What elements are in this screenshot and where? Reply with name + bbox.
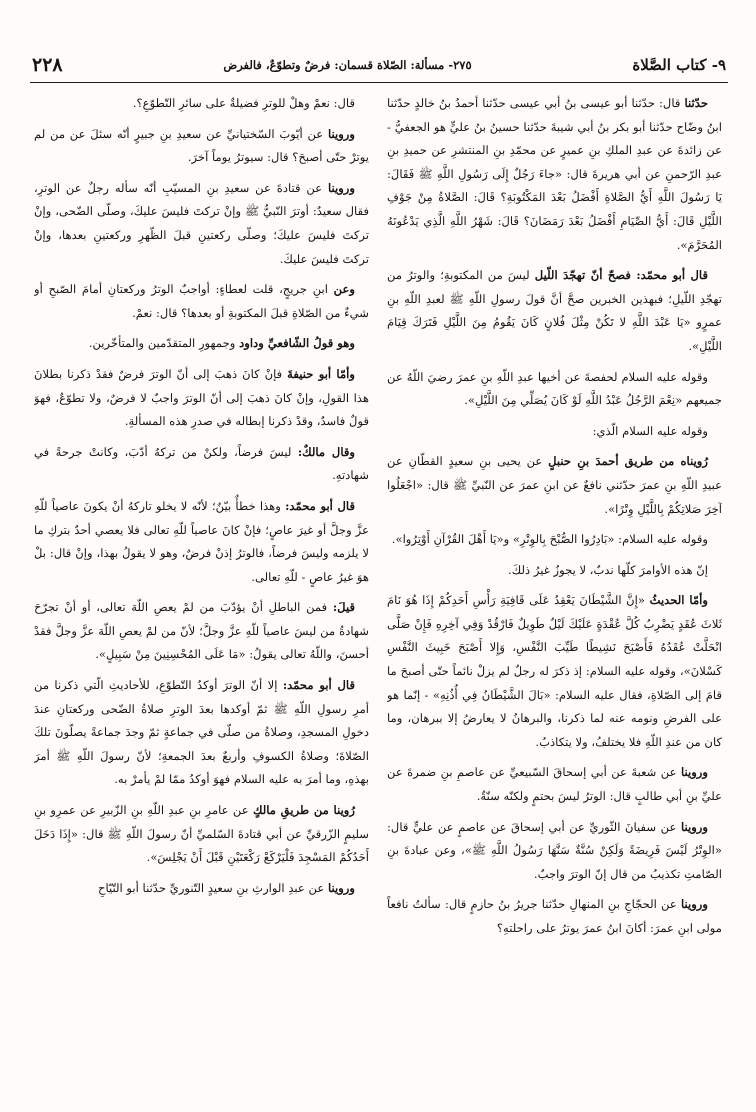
paragraph: [34, 177, 369, 271]
paragraph-text: قال: نعمْ وهلْ للوترِ فضيلةٌ على سائرِ التّطوّعِ؟.: [132, 96, 355, 110]
paragraph-text: ليسَ من المكتوبةِ؛ والوترُ من تهجّدِ اللّيلِ؛ فبهذين الخبرين صحَّ أنَّ قولَ رسولِ اللّهِ ﷺ لعبدِ اللّهِ بنِ عمرٍو «يَا عَبْدَ اللَّهِ لا تَكُنْ مِثْلَ فُلانٍ كَانَ يَقُومُ مِنَ اللَّيْلِ فَتَرَكَ قِيَامَ اللَّيْلِ».: [387, 268, 722, 353]
paragraph-text: إنّ هذه الأوامرَ كلّها ندبٌ، لا يجوزُ غيرُ ذلكَ.: [508, 562, 708, 577]
paragraph-text: وقوله عليه السلام: «بَادِرُوا الصُّبْحَ بِالوِتْرِ» و«يَا أَهْلَ القُرْآنِ أَوْتِرُوا».: [391, 532, 708, 547]
paragraph: [34, 596, 369, 667]
paragraph-text: ليسَ فرضاً، ولكنْ من تركهُ أدّبَ، وكانتْ جرحةً في شهادتهِ.: [34, 444, 369, 483]
paragraph-text: عن أيّوبَ السّختيانيِّ عن سعيدِ بنِ جبيرٍ أنّه سئلَ عن من لم يوترْ حتّى أصبحَ؟ قال: سيوترُ يوماً آخرَ.: [34, 126, 369, 165]
paragraph-lead: وروينا: [327, 180, 355, 195]
paragraph-text: عن عامرِ بنِ عبدِ اللّهِ بنِ الزّبيرِ عن عمرِو بنِ سليمٍ الزّرقيِّ عن أبي قتادةَ السّلميِّ أنّ رسولَ اللّهِ ﷺ قال: «إِذَا دَخَلَ أَحَدُكُمْ المَسْجِدَ فَلْيَرْكَعْ رَكْعَتَيْنِ قَبْلَ أَنْ يَجْلِسَ».: [34, 803, 369, 865]
paragraph-lead: قال أبو محمّد:: [285, 498, 355, 513]
paragraph-text: وقوله عليه السلام لحفصةَ عن أخيها عبدِ اللّهِ بنِ عمرَ رضيَ اللّهُ عن جميعهم «نِعْمَ الرَّجُلُ عَبْدُ اللَّهِ لَوْ كَانَ يُصَلِّي مِنَ اللَّيْلِ».: [387, 369, 722, 408]
running-header: [32, 52, 726, 78]
paragraph: [387, 264, 722, 358]
paragraph: [34, 799, 369, 870]
paragraph-text: قال: حدّثنا أبو عيسى بنُ أبي عيسى حدّثنا أحمدُ بنُ خالدٍ حدّثنا ابنُ وضّاح حدّثنا أبو بكر بنُ أبي شيبةَ حدّثنا حسينُ بنُ عليٍّ هو الجعفيُّ - عن زائدةَ عن عبدِ الملكِ بنِ عميرٍ عن محمّدِ بنِ المنتشرِ عن حميدِ بنِ عبدِ الرّحمنِ عن أبي هريرةَ قال: «جاءَ رَجُلٌ إِلَى رَسُولِ اللَّهِ ﷺ فَقَالَ: يَا رَسُولَ اللَّهِ أَيُّ الصَّلاةِ أَفْضَلُ بَعْدَ المَكْتُوبَةِ؟ قَالَ: الصَّلاةُ مِنْ جَوْفِ اللَّيْلِ قَالَ: أَيُّ الصِّيَامِ أَفْضَلُ بَعْدَ رَمَضَانَ؟ قَالَ: شَهْرُ اللَّهِ الَّذِي يَدْعُونَهُ المُحَرَّمَ».: [387, 96, 722, 252]
paragraph-lead: وروينا: [327, 126, 355, 141]
paragraph-lead: قال أبو محمّد:: [282, 678, 355, 693]
paragraph: [387, 816, 722, 887]
paragraph: [34, 363, 369, 434]
header-rule: [30, 82, 728, 83]
paragraph-text: وقوله عليه السلام الّذي:: [592, 423, 708, 438]
paragraph-text: عن سفيانَ الثّوريِّ عن أبي إسحاقَ عن عاصمٍ عن عليٍّ قال: «الوِتْرُ لَيْسَ فَرِيضَةً وَلَكِنْ سُنَّةٌ سَنَّهَا رَسُولُ اللَّهِ ﷺ»، وعن عبادةَ بنِ الصّامتِ تكذيبُ من قال إنّ الوترَ واجبٌ.: [387, 819, 722, 881]
paragraph-text: وجمهورِ المتقدّمين والمتأخّرين.: [88, 336, 240, 351]
paragraph-text: «إِنَّ الشَّيْطَانَ يَعْقِدُ عَلَى قَافِيَةِ رَأْسِ أَحَدِكُمْ إِذَا هُوَ نَامَ ثَلاثَ عُقَدٍ يَضْرِبُ كُلَّ عُقْدَةٍ عَلَيْكَ لَيْلٌ طَوِيلٌ فَارْقُدْ وَفِي آخِرِهِ فَإِنْ صَلَّى انْحَلَّتْ عُقَدُهُ فَأَصْبَحَ نَشِيطًا طَيِّبَ النَّفْسِ، وَإِلا أَصْبَحَ خَبِيثَ النَّفْسِ كَسْلانَ»، وقوله عليه السلام: إذ ذكرَ له رجلٌ لم يزلْ نائماً حتّى أصبحَ ما قامَ إلى الصّلاةِ، فقال عليه السلام: «بَالَ الشَّيْطَانُ فِي أُذُنِهِ» - إنّما هو على الفرضِ ونومه عنه لما ذكرنا، والبرهانُ لا يعارضُ إلا ببرهان، وما كان من عندِ اللّهِ فلا يختلفُ، ولا يتكاذبُ.: [387, 593, 722, 749]
paragraph-lead: قيلَ:: [332, 600, 355, 615]
paragraph: [387, 559, 722, 583]
paragraph: [34, 877, 369, 901]
paragraph: [34, 441, 369, 488]
paragraph: [387, 528, 722, 552]
paragraph-lead: وأمّا الحديثُ: [649, 593, 708, 608]
paragraph-lead: وقال مالكٌ:: [297, 444, 355, 459]
paragraph: [34, 674, 369, 792]
paragraph: [34, 278, 369, 325]
paragraph-text: وهذا خطأٌ بيّنٌ؛ لأنّه لا يخلو تاركهُ أنْ يكونَ عاصياً للّهِ عزَّ وجلَّ أو غيرَ عاصٍ؛ فإنْ كانَ عاصياً للّهِ تعالى فلا يعصي أحدٌ بتركِ ما لا يلزمه وليسَ فرضاً، فالوترُ إذنْ فرضٌ، وهو لا يقولُ بهذا، وإنْ قال: بلْ هوَ غيرُ عاصٍ - للّهِ تعالى.: [34, 498, 369, 584]
paragraph-text: ابنِ جريجٍ، قلت لعطاءٍ: أواجبٌ الوترُ وركعتانِ أمامَ الصّبحِ أو شيءٌ من الصّلاةِ قبلَ المكتوبةِ أو بعدها؟ قال: نعمْ.: [34, 282, 369, 320]
paragraph-lead: وروينا: [680, 819, 708, 834]
paragraph-text: فإنْ كانَ ذهبَ إلى أنّ الوترَ فرضٌ فقدْ ذكرنا بطلانَ هذا القولِ، وإنْ كانَ ذهبَ إلى أنّ الوترَ واجبٌ لا فرضٌ، ولا تطوّعٌ، فهوَ قولٌ فاسدٌ، وقدْ ذكرنا إبطاله في صدرِ هذه المسألةِ.: [34, 366, 369, 429]
chapter-title: ٩- كتاب الصَّلاة: [632, 56, 726, 74]
paragraph-lead: رُوينا من طريقِ مالكٍ: [252, 803, 355, 818]
paragraph: [387, 893, 722, 940]
paragraph: [34, 92, 369, 116]
paragraph-lead: وروينا: [680, 765, 708, 780]
paragraph-text: فمن الباطلِ أنْ يؤدّبَ من لمْ يعصِ اللّهَ تعالى، أو أنْ تجرّحَ شهادةُ من ليسَ عاصياً للّهِ عزَّ وجلَّ؛ لأنّ من لمْ يعصِ اللّهَ عزَّ وجلَّ فقدْ أحسنَ، واللّهُ تعالى يقولُ: «مَا عَلَى المُحْسِنِينَ مِنْ سَبِيلٍ».: [34, 600, 369, 662]
paragraph-text: عن يحيى بنِ سعيدٍ القطّانِ عن عبيدِ اللّهِ بنِ عمرَ حدّثني نافعٌ عن ابنِ عمرَ عن النّبيِّ ﷺ قال: «اجْعَلُوا آخِرَ صَلاتِكُمْ بِاللَّيْلِ وِتْرًا».: [387, 454, 722, 516]
paragraph-text: عن عبدِ الوارثِ بنِ سعيدٍ التّنوريِّ حدّثنا أبو التّيّاحِ: [97, 880, 328, 895]
paragraph-lead: وهو قولُ الشّافعيِّ وداود: [239, 336, 355, 351]
paragraph-text: إلا أنّ الوترَ أوكدُ التّطوّعِ، للأحاديثِ الّتي ذكرنا من أمرِ رسولِ اللّهِ ﷺ ثمّ أوكدها بعدَ الوترِ صلاةُ الضّحى وركعتانِ عندَ دخولِ المسجدِ، وصلاةُ من صلّى في جماعةٍ ثمّ وجدَ جماعةً يصلّونَ تلكَ الصّلاةَ؛ وصلاةُ الكسوفِ وأربعٌ بعدَ الجمعةِ؛ لأنّ رسولَ اللّهِ ﷺ أمرَ بهذهِ، وما أمرَ به عليه السلام فهوَ أوكدُ ممّا لمْ يأمرْ به.: [34, 678, 369, 787]
paragraph: [34, 332, 369, 356]
paragraph: [34, 123, 369, 170]
paragraph: [387, 450, 722, 521]
running-title: ٢٧٥- مسألة: الصّلاة قسمان: فرضٌ وتطوّعٌ، فالفرض: [223, 58, 472, 72]
paragraph-lead: وروينا: [327, 880, 355, 895]
paragraph-text: عن الحجّاجِ بنِ المنهالِ حدّثنا جريرُ بنُ حازمٍ قال: سألتُ نافعاً مولى ابنِ عمرَ: أكانَ ابنُ عمرَ يوترُ على راحلتهِ؟: [387, 897, 722, 935]
paragraph: [387, 92, 722, 257]
right-text-column: [387, 92, 722, 1097]
paragraph: [387, 366, 722, 413]
paragraph-lead: رُويناه من طريق أحمدَ بنِ حنبلٍ: [548, 454, 708, 469]
paragraph-lead: وأمّا أبو حنيفةَ: [287, 366, 355, 381]
paragraph-lead: حدّثنا: [684, 96, 708, 110]
paragraph: [387, 420, 722, 444]
paragraph-text: عن قتادةَ عن سعيدِ بنِ المسيّبِ أنّه سأله رجلٌ عن الوترِ، فقال سعيدٌ: أوترَ النّبيُّ ﷺ وإنْ تركتَ فليسَ عليكَ، وصلّى الضّحى، وإنْ تركتَ فليسَ عليكَ؛ وصلّى ركعتينِ قبلَ الظّهرِ وركعتينِ بعدها، وإنْ تركتَ فليسَ عليكَ.: [34, 180, 369, 266]
paragraph-lead: قال أبو محمّد: فصحّ أنّ تهجّدَ اللّيل: [534, 268, 708, 283]
left-text-column: [34, 92, 369, 1097]
paragraph-text: عن شعبةَ عن أبي إسحاقَ السّبيعيِّ عن عاصمِ بنِ ضمرةَ عن عليِّ بنِ أبي طالبٍ قال: الوترُ ليسَ بحتمٍ ولكنّه سنّةٌ.: [387, 765, 722, 804]
page-number: ٢٢٨: [32, 54, 63, 76]
paragraph: [34, 495, 369, 589]
paragraph-lead: وروينا: [680, 897, 708, 912]
paragraph: [387, 761, 722, 808]
paragraph: [387, 589, 722, 754]
paragraph-lead: وعن: [333, 282, 355, 297]
